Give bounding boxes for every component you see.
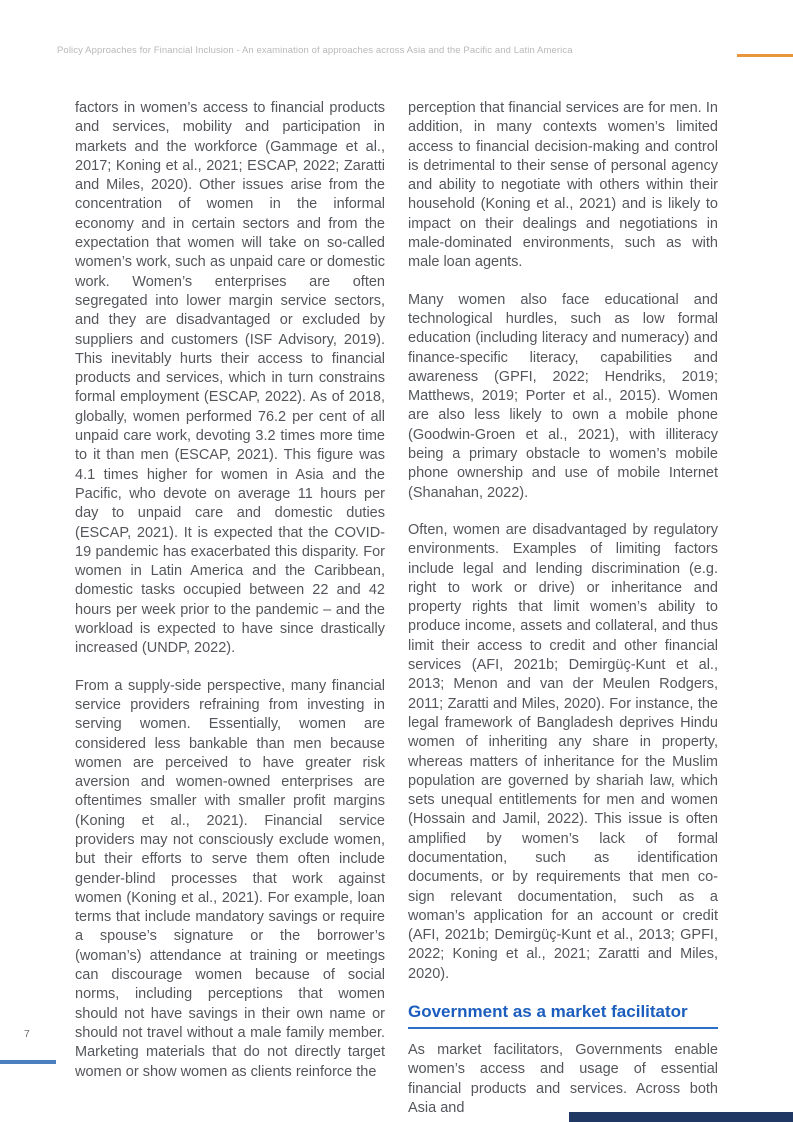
paragraph-right-4: As market facilitators, Governments enable women’s access and usage of essential financial products and services. Across both Asia and bbox=[408, 1042, 718, 1116]
paragraph-right-2: Many women also face educational and technological hurdles, such as low formal education (including literacy and numeracy) and finance-specific literacy, capabilities and awareness (GPFI, 2022; Hendriks, 2019; Matthews, 2019; Porter et al., 2015). Women are also less likely to own a mobile phone (Goodwin-Groen et al., 2021), with illiteracy being a primary obstacle to women’s mobile phone ownership and use of mobile Internet (Shanahan, 2022). bbox=[408, 291, 718, 501]
header-accent-rule bbox=[737, 54, 793, 57]
footer-accent-rule bbox=[0, 1060, 56, 1064]
page-content bbox=[75, 99, 718, 1122]
section-heading: Government as a market facilitator bbox=[408, 1002, 718, 1029]
paragraph-right-1: perception that financial services are for men. In addition, in many contexts women’s limited access to financial decision-making and control is detrimental to their sense of personal agency and ability to negotiate with others within their household (Koning et al., 2021) and is likely to impact on their dealings and negotiations in male-dominated environments, such as with male loan agents. bbox=[408, 100, 718, 271]
text-column-right bbox=[408, 99, 718, 1122]
paragraph-right-3: Often, women are disadvantaged by regulatory environments. Examples of limiting factors include legal and lending discrimination (e.g. right to work or drive) or inheritance and property rights that limit women’s ability to produce income, assets and collateral, and thus limit their access to credit and other financial services (AFI, 2021b; Demirgüç-Kunt et al., 2013; Menon and van der Meulen Rodgers, 2011; Zaratti and Miles, 2020). For instance, the legal framework of Bangladesh deprives Hindu women of inheriting any share in property, whereas matters of inheritance for the Muslim population are governed by shariah law, which sets unequal entitlements for men and women (Hossain and Jamil, 2022). This issue is often amplified by women’s lack of formal documentation, such as identification documents, or by requirements that men co-sign relevant documentation, such as a woman’s application for an account or credit (AFI, 2021b; Demirgüç-Kunt et al., 2013; GPFI, 2022; Koning et al., 2021; Zaratti and Miles, 2020). bbox=[408, 521, 718, 982]
page-number: 7 bbox=[24, 1028, 30, 1040]
text-column-left bbox=[75, 99, 385, 1122]
running-header-title: Policy Approaches for Financial Inclusion - An examination of approaches across Asia and the Pacific and Latin America bbox=[57, 45, 573, 56]
corner-accent-bar bbox=[569, 1112, 793, 1122]
paragraph-left-1: factors in women’s access to financial products and services, mobility and participation in markets and the workforce (Gammage et al., 2017; Koning et al., 2021; ESCAP, 2022; Zaratti and Miles, 2020). Other issues arise from the concentration of women in the informal economy and in certain sectors and from the expectation that women will take on so-called women’s work, such as unpaid care or domestic work. Women’s enterprises are often segregated into lower margin service sectors, and they are disadvantaged or excluded by suppliers and customers (ISF Advisory, 2019). This inevitably hurts their access to financial products and services, which in turn constrains formal employment (ESCAP, 2022). As of 2018, globally, women performed 76.2 per cent of all unpaid care work, devoting 3.2 times more time to it than men (ESCAP, 2021). This figure was 4.1 times higher for women in Asia and the Pacific, who devote on average 11 hours per day to unpaid care and domestic duties (ESCAP, 2021). It is expected that the COVID-19 pandemic has exacerbated this disparity. For women in Latin America and the Caribbean, domestic tasks occupied between 22 and 42 hours per week prior to the pandemic – and the workload is expected to have since drastically increased (UNDP, 2022). bbox=[75, 100, 385, 657]
paragraph-left-2: From a supply-side perspective, many financial service providers refraining from investing in serving women. Essentially, women are considered less bankable than men because women are perceived to have greater risk aversion and women-owned enterprises are oftentimes smaller with smaller profit margins (Koning et al., 2021). Financial service providers may not consciously exclude women, but their efforts to serve them often include gender-blind processes that work against women (Koning et al., 2021). For example, loan terms that include mandatory savings or require a spouse’s signature or the borrower’s (woman’s) attendance at training or meetings can discourage women because of social norms, including perceptions that women should not have savings in their own name or should not travel without a male family member. Marketing materials that do not directly target women or show women as clients reinforce the bbox=[75, 677, 385, 1080]
